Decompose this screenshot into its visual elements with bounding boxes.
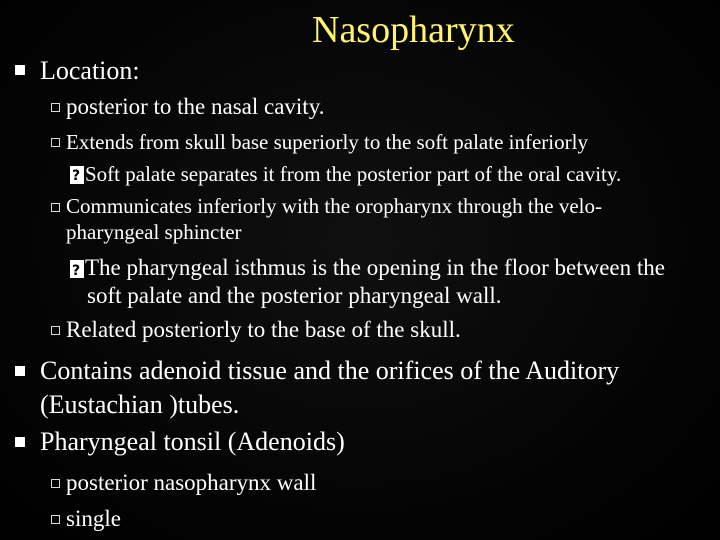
- subbullet-isthmus-line1: [70, 254, 665, 281]
- square-bullet-icon: [15, 366, 25, 376]
- bullet-single: single: [66, 506, 121, 531]
- hollow-square-bullet-icon: [51, 326, 60, 335]
- subbullet-isthmus-line2: soft palate and the posterior pharyngeal wall.: [87, 283, 502, 308]
- bullet-posterior-nasal: posterior to the nasal cavity.: [66, 94, 325, 119]
- subbullet-isthmus-text: The pharyngeal isthmus is the opening in the floor between the: [85, 255, 665, 280]
- subbullet-soft-palate: [70, 162, 621, 187]
- bullet-extends: Extends from skull base superiorly to the soft palate inferiorly: [66, 130, 588, 154]
- missing-glyph-icon: [70, 166, 84, 184]
- bullet-location: Location:: [40, 56, 140, 85]
- hollow-square-bullet-icon: [51, 479, 60, 488]
- hollow-square-bullet-icon: [51, 515, 60, 524]
- bullet-related-posteriorly: Related posteriorly to the base of the skull.: [66, 317, 461, 342]
- bullet-contains-line1: Contains adenoid tissue and the orifices of the Auditory: [40, 356, 620, 385]
- subbullet-soft-palate-text: Soft palate separates it from the posterior part of the oral cavity.: [85, 162, 622, 186]
- bullet-contains-line2: (Eustachian )tubes.: [40, 390, 240, 419]
- square-bullet-icon: [15, 65, 25, 75]
- slide-title: Nasopharynx: [312, 9, 515, 51]
- square-bullet-icon: [15, 437, 25, 447]
- missing-glyph-icon: [70, 260, 84, 278]
- hollow-square-bullet-icon: [51, 203, 60, 212]
- bullet-posterior-wall: posterior nasopharynx wall: [66, 470, 317, 495]
- bullet-pharyngeal-tonsil: Pharyngeal tonsil (Adenoids): [40, 427, 345, 456]
- bullet-communicates-line2: pharyngeal sphincter: [66, 220, 242, 244]
- hollow-square-bullet-icon: [51, 138, 60, 147]
- bullet-communicates-line1: Communicates inferiorly with the oropharynx through the velo-: [66, 194, 602, 218]
- hollow-square-bullet-icon: [51, 103, 60, 112]
